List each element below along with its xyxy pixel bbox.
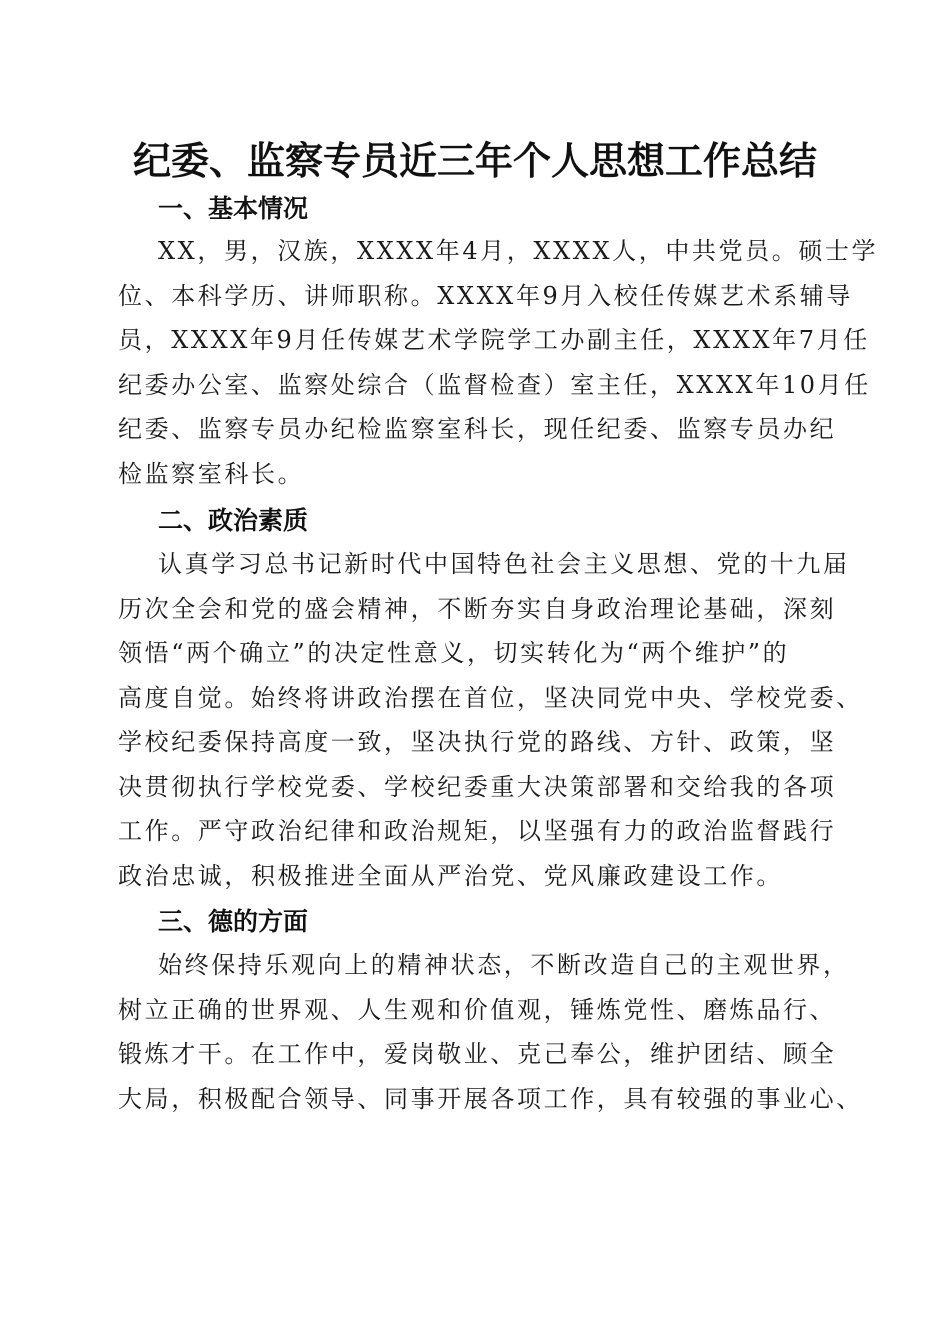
paragraph-line: 历次全会和党的盛会精神，不断夯实自身政治理论基础，深刻 xyxy=(118,594,837,623)
section-heading-basic-info: 一、基本情况 xyxy=(158,194,309,223)
paragraph-line: 检监察室科长。 xyxy=(118,459,305,488)
section-body-morality xyxy=(118,943,863,1121)
paragraph-line: 高度自觉。始终将讲政治摆在首位，坚决同党中央、学校党委、 xyxy=(118,683,863,712)
section-body-political-quality xyxy=(118,542,863,898)
paragraph-line: 员，XXXX年9月任传媒艺术学院学工办副主任，XXXX年7月任 xyxy=(118,326,870,354)
section-heading-morality: 三、德的方面 xyxy=(158,907,309,936)
paragraph-line: 树立正确的世界观、人生观和价值观，锤炼党性、磨炼品行、 xyxy=(118,995,837,1024)
paragraph-line: 始终保持乐观向上的精神状态，不断改造自己的主观世界， xyxy=(158,951,850,979)
paragraph-line: 位、本科学历、讲师职称。XXXX年9月入校任传媒艺术系辅导 xyxy=(118,281,854,310)
paragraph-line: 政治忠诚，积极推进全面从严治党、党风廉政建设工作。 xyxy=(118,861,783,890)
paragraph-line: 工作。严守政治纪律和政治规矩，以坚强有力的政治监督践行 xyxy=(118,817,837,845)
paragraph-line: 学校纪委保持高度一致，坚决执行党的路线、方针、政策，坚 xyxy=(118,728,837,756)
section-body-basic-info xyxy=(118,229,879,496)
document-title: 纪委、监察专员近三年个人思想工作总结 xyxy=(132,138,817,183)
section-heading-political-quality: 二、政治素质 xyxy=(158,506,309,535)
paragraph-line: XX，男，汉族，XXXX年4月，XXXX人，中共党员。硕士学 xyxy=(158,237,879,265)
paragraph-line: 领悟“两个确立”的决定性意义，切实转化为“两个维护”的 xyxy=(118,639,790,667)
paragraph-line: 决贯彻执行学校党委、学校纪委重大决策部署和交给我的各项 xyxy=(118,772,837,801)
paragraph-line: 锻炼才干。在工作中，爱岗敬业、克己奉公，维护团结、顾全 xyxy=(118,1040,837,1068)
paragraph-line: 大局，积极配合领导、同事开展各项工作，具有较强的事业心、 xyxy=(118,1084,863,1113)
paragraph-line: 纪委办公室、监察处综合（监督检查）室主任，XXXX年10月任 xyxy=(118,370,871,399)
paragraph-line: 纪委、监察专员办纪检监察室科长，现任纪委、监察专员办纪 xyxy=(118,415,837,443)
paragraph-line: 认真学习总书记新时代中国特色社会主义思想、党的十九届 xyxy=(158,550,850,578)
